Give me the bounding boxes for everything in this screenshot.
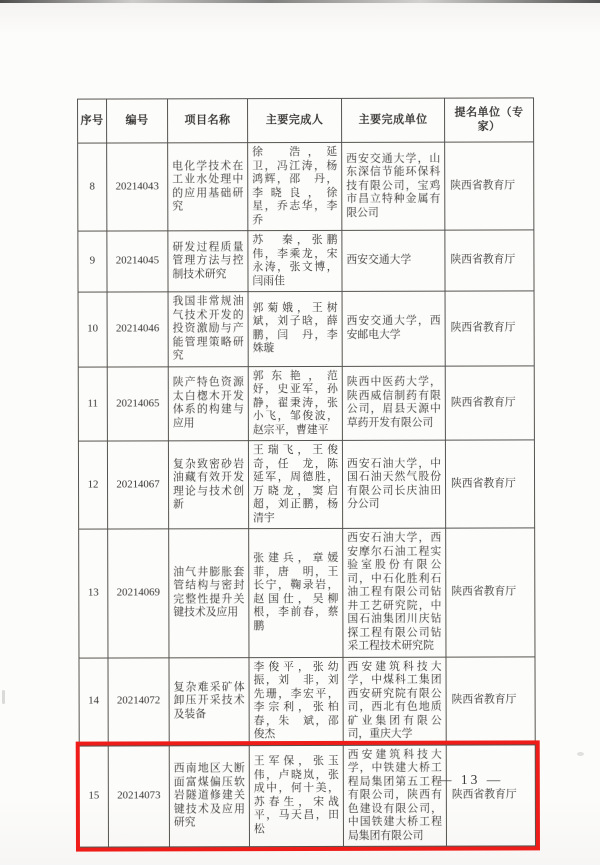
cell-nominator: 陕西省教育厅	[445, 365, 534, 440]
cell-project: 陕产特色资源太白楤木开发体系的构建与应用	[168, 366, 248, 441]
cell-seq: 12	[78, 441, 107, 529]
cell-code: 20214065	[107, 366, 168, 441]
scan-speck	[2, 690, 5, 704]
cell-nominator: 陕西省教育厅	[445, 230, 534, 291]
cell-nominator: 陕西省教育厅	[446, 656, 535, 744]
cell-nominator: 陕西省教育厅	[446, 744, 535, 846]
cell-nominator: 陕西省教育厅	[445, 291, 534, 366]
cell-people: 李俊平，张幼振，刘 非，刘先珊，李宏平，李宗利，张柏春，朱 斌，邵俊杰	[249, 657, 343, 745]
header-row	[78, 98, 534, 143]
cell-units: 西安交通大学，西安邮电大学	[342, 291, 445, 366]
cell-code: 20214072	[108, 657, 169, 745]
cell-nominator: 陕西省教育厅	[446, 528, 535, 657]
cell-code: 20214067	[107, 441, 168, 529]
cell-units: 西安建筑科技大学，中煤科工集团西安研究院有限公司，西北有色地质矿业集团有限公司，重庆大学	[343, 657, 446, 745]
cell-code: 20214069	[108, 529, 169, 658]
column-header: 序号	[78, 99, 107, 143]
cell-seq: 11	[78, 367, 107, 442]
cell-project: 复杂难采矿体卸压开采技术及装备	[169, 657, 249, 745]
cell-code: 20214043	[107, 143, 168, 231]
cell-seq: 8	[78, 143, 107, 231]
table-row	[78, 365, 534, 441]
cell-nominator: 陕西省教育厅	[445, 142, 534, 230]
column-header: 项目名称	[168, 99, 248, 143]
cell-units: 西安交通大学，山东深信节能环保科技有限公司，宝鸡市昌立特种金属有限公司	[342, 142, 445, 230]
table-row	[78, 291, 534, 367]
column-header: 提名单位（专家）	[445, 98, 534, 142]
awards-table	[77, 97, 536, 847]
table-row	[79, 528, 535, 658]
cell-seq: 9	[78, 231, 107, 292]
cell-people: 张建兵，章媛菲，唐 明，王长宁，鞠录岩，赵国仕，吴柳根，李前春，蔡 鹏	[249, 528, 343, 657]
cell-nominator: 陕西省教育厅	[445, 440, 534, 528]
page-number: — 13 —	[438, 772, 504, 787]
table-row	[79, 656, 535, 745]
cell-project: 西南地区大断面富煤偏压软岩隧道修建关键技术及应用研究	[169, 745, 249, 847]
cell-code: 20214045	[107, 231, 168, 292]
cell-seq: 13	[79, 529, 108, 658]
cell-people: 郭菊娥，王树斌，刘子晗，薛 鹏，闫 丹，李姝璇	[248, 291, 342, 366]
cell-people: 徐 浩，延 卫，冯江涛，杨鸿辉，邵 丹，李晓良，徐 星，乔志华，李 乔	[248, 142, 342, 230]
table-row	[78, 142, 534, 231]
cell-people: 苏 秦，张鹏伟，李乘龙，宋永涛，张文博，闫雨佳	[248, 230, 342, 291]
cell-units: 西安石油大学，中国石油天然气股份有限公司长庆油田分公司	[342, 440, 445, 528]
cell-units: 西安建筑科技大学，中铁建大桥工程局集团第五工程有限公司，陕西有色建设有限公司，中国铁建大桥工程局集团有限公司	[343, 745, 446, 847]
cell-people: 郭东艳，范 妤，史亚军，孙 静，翟秉涛，张小飞，邹俊波，赵宗平，曹建平	[248, 366, 342, 441]
cell-code: 20214073	[108, 745, 169, 847]
cell-seq: 14	[79, 658, 108, 746]
cell-project: 油气井膨胀套管结构与密封完整性提升关键技术及应用	[169, 529, 249, 658]
cell-units: 西安石油大学，西安摩尔石油工程实验室股份有限公司，中石化胜利石油工程有限公司钻井工艺研究院，中国石油集团川庆钻探工程有限公司钻采工程技术研究院	[343, 528, 446, 657]
cell-project: 复杂致密砂岩油藏有效开发理论与技术创新	[168, 441, 248, 529]
table-row	[78, 230, 534, 292]
cell-code: 20214046	[107, 292, 168, 367]
highlighted-row	[79, 744, 535, 847]
column-header: 主要完成人	[248, 98, 342, 142]
cell-project: 电化学技术在工业水处理中的应用基础研究	[168, 143, 248, 231]
cell-project: 研发过程质量管理方法与控制技术研究	[168, 231, 248, 292]
cell-units: 西安交通大学	[342, 230, 445, 291]
cell-project: 我国非常规油气技术开发的投资激励与产能管理策略研究	[168, 292, 248, 367]
cell-seq: 10	[78, 292, 107, 367]
scan-speck	[577, 752, 584, 756]
cell-seq: 15	[79, 746, 108, 848]
cell-people: 王军保，张玉伟，卢晓岚，张成中，何十美，苏春生，宋战平，马天昌，田 松	[249, 745, 343, 847]
column-header: 主要完成单位	[342, 98, 445, 142]
cell-units: 陕西中医药大学，陕西威信制药有限公司，眉县天源中草药开发有限公司	[342, 366, 445, 441]
table-row	[78, 440, 534, 529]
scan-edge-artifact	[0, 0, 600, 3]
cell-people: 王瑞飞，王俊奇，任 龙，陈延军，周德胜，万晓龙，窦启超，刘正鹏，杨清宇	[248, 440, 342, 528]
column-header: 编号	[107, 99, 168, 143]
table-header	[78, 98, 534, 143]
